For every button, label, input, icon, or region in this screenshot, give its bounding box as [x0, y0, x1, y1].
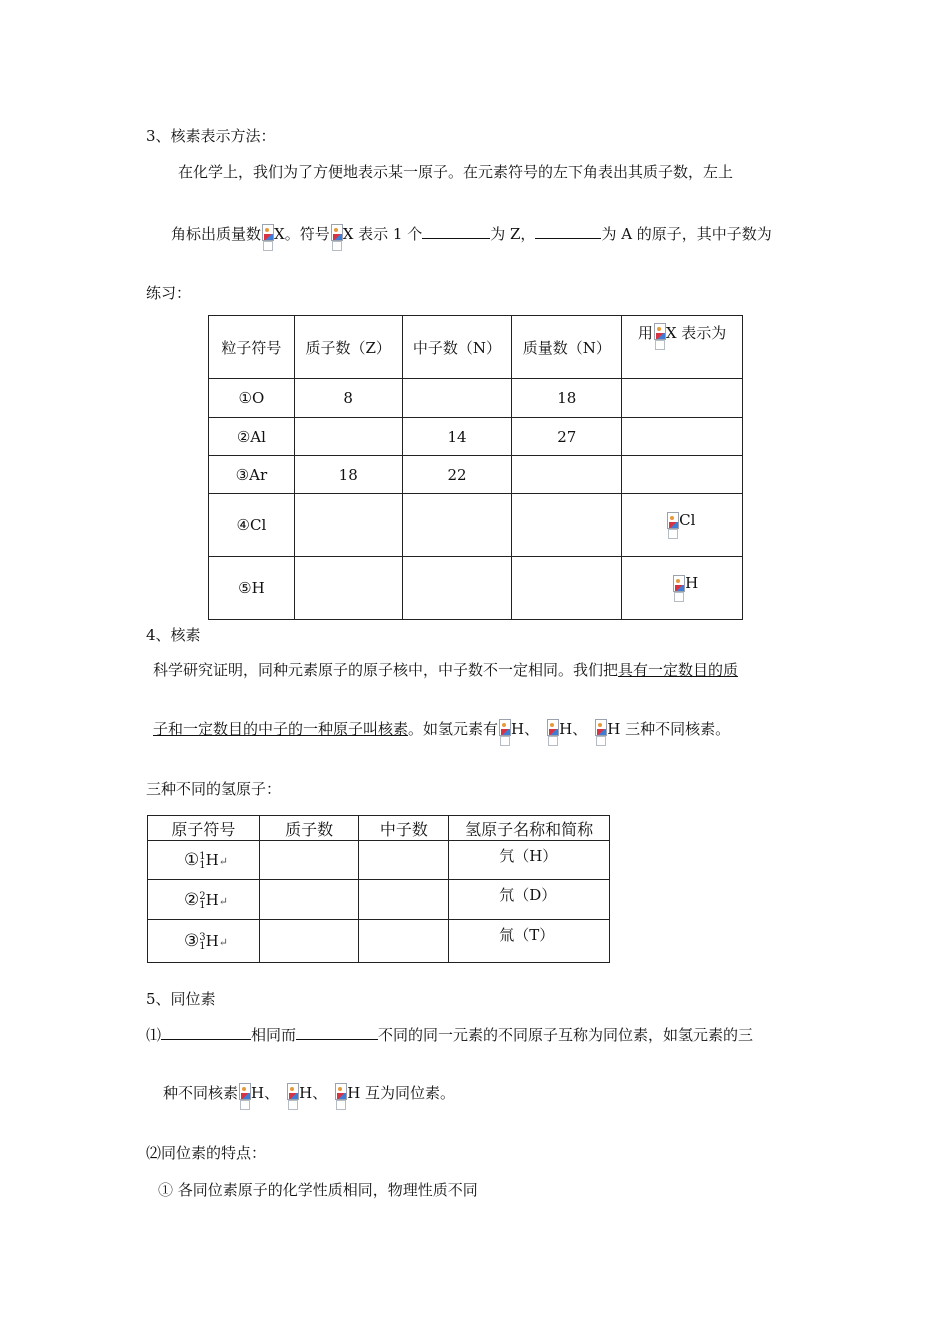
- protons-cell[interactable]: [294, 494, 402, 557]
- section5-point-1: ① 各同位素原子的化学性质相同，物理性质不同: [158, 1181, 478, 1199]
- isotope-name-cell: 氚（T）: [449, 920, 610, 963]
- broken-image-icon: [673, 575, 684, 602]
- protons-cell[interactable]: [259, 920, 359, 963]
- symbol-cell: ⑤H: [209, 557, 295, 620]
- neutrons-cell[interactable]: [359, 841, 449, 880]
- mass-cell[interactable]: 27: [512, 418, 622, 456]
- notation-cell[interactable]: [622, 379, 743, 418]
- broken-image-icon: [262, 224, 273, 251]
- mass-cell[interactable]: [512, 456, 622, 494]
- table-row: [148, 920, 610, 963]
- atom-symbol-cell: [148, 920, 260, 963]
- underlined-text: 具有一定数目的质: [618, 661, 739, 679]
- atom-symbol-cell: [148, 880, 260, 920]
- protons-cell[interactable]: 8: [294, 379, 402, 418]
- circle-number: ②: [184, 889, 200, 910]
- table-row: [209, 379, 743, 418]
- fill-blank[interactable]: [535, 224, 601, 239]
- notation-cell[interactable]: [622, 418, 743, 456]
- notation-text: Cl: [679, 510, 696, 529]
- mass-number: 2: [199, 890, 206, 902]
- section5-subheading: ⑵同位素的特点：: [146, 1144, 267, 1162]
- notation-text: H: [685, 573, 699, 592]
- text-segment: X。符号: [274, 225, 330, 243]
- broken-image-icon: [335, 1083, 346, 1110]
- mass-cell[interactable]: [512, 494, 622, 557]
- header-text: 用: [637, 324, 653, 342]
- header-cell: [512, 316, 622, 379]
- symbol-cell: ③Ar: [209, 456, 295, 494]
- text-segment: H 三种不同核素。: [607, 720, 731, 738]
- circle-number: ①: [184, 850, 200, 870]
- text-segment: ⑴: [146, 1026, 162, 1044]
- element-symbol: H: [205, 932, 219, 950]
- broken-image-icon: [667, 512, 678, 539]
- text-segment: 不同的同一元素的不同原子互称为同位素，如氢元素的三: [378, 1026, 754, 1044]
- header-cell: 中子数: [359, 816, 449, 841]
- circle-number: ③: [184, 931, 200, 951]
- neutrons-cell[interactable]: [359, 880, 449, 920]
- isotope-name-cell: 氘（D）: [449, 880, 610, 920]
- section4-paragraph-2: [153, 719, 730, 746]
- header-cell: [294, 316, 402, 379]
- section5-paragraph-1: [146, 1025, 753, 1045]
- neutrons-cell[interactable]: [402, 379, 512, 418]
- hydrogen-label: 三种不同的氢原子：: [146, 780, 282, 798]
- text-segment: H、: [559, 720, 588, 738]
- symbol-cell: ④Cl: [209, 494, 295, 557]
- section3-paragraph-1: 在化学上，我们为了方便地表示某一原子。在元素符号的左下角表出其质子数，左上: [178, 163, 734, 181]
- text-segment: 种不同核素: [163, 1084, 239, 1102]
- mass-cell[interactable]: 18: [512, 379, 622, 418]
- neutrons-cell[interactable]: [359, 920, 449, 963]
- table-row: [148, 841, 610, 880]
- table-row: [209, 494, 743, 557]
- broken-image-icon: [595, 719, 606, 746]
- atomic-number: 1: [199, 899, 206, 911]
- text-segment: 相同而: [251, 1026, 297, 1044]
- protons-cell[interactable]: 18: [294, 456, 402, 494]
- broken-image-icon: [547, 719, 558, 746]
- table-row: [209, 456, 743, 494]
- header-text: 质量数（N）: [522, 338, 611, 357]
- text-segment: H 互为同位素。: [347, 1084, 456, 1102]
- text-segment: 。如氢元素有: [408, 720, 499, 738]
- element-symbol: H: [205, 851, 219, 869]
- table-row: [148, 880, 610, 920]
- header-text: 中子数（N）: [412, 338, 502, 357]
- protons-cell[interactable]: [294, 418, 402, 456]
- table-header-row: [148, 816, 610, 841]
- protons-cell[interactable]: [259, 841, 359, 880]
- neutrons-cell[interactable]: [402, 557, 512, 620]
- mass-number: 3: [199, 932, 206, 943]
- fill-blank[interactable]: [422, 224, 490, 239]
- broken-image-icon: [331, 224, 342, 251]
- atomic-number: 1: [199, 860, 206, 871]
- return-mark: ↵: [218, 894, 228, 908]
- text-segment: 为 A 的原子，其中子数为: [601, 225, 772, 243]
- header-cell: 粒子符号: [209, 316, 295, 379]
- atomic-number: 1: [199, 941, 206, 952]
- atom-symbol-cell: [148, 841, 260, 880]
- symbol-cell: ②Al: [209, 418, 295, 456]
- isotope-name-cell: 氕（H）: [449, 841, 610, 880]
- header-text: 质子数（Z）: [305, 338, 391, 357]
- section4-paragraph-1: [153, 660, 738, 680]
- mass-number: 1: [199, 851, 206, 862]
- fill-blank[interactable]: [161, 1025, 251, 1040]
- element-symbol: H: [205, 890, 219, 909]
- header-cell: 质子数: [259, 816, 359, 841]
- header-text: X 表示为: [665, 324, 727, 342]
- symbol-cell: ①O: [209, 379, 295, 418]
- broken-image-icon: [287, 1083, 298, 1110]
- underlined-text: 子和一定数目的中子的一种原子叫核素: [153, 720, 409, 738]
- section3-heading: 3、核素表示方法：: [146, 127, 276, 145]
- section5-paragraph-2: [163, 1083, 455, 1110]
- practice-table: [208, 315, 743, 620]
- return-mark: ↵: [218, 936, 228, 949]
- protons-cell[interactable]: [259, 880, 359, 920]
- neutrons-cell[interactable]: 22: [402, 456, 512, 494]
- text-segment: 为 Z，: [490, 225, 536, 243]
- header-cell: 原子符号: [148, 816, 260, 841]
- text-segment: H、: [299, 1084, 328, 1102]
- section5-heading: 5、同位素: [146, 990, 216, 1008]
- text-segment: H、: [511, 720, 540, 738]
- fill-blank[interactable]: [296, 1025, 378, 1040]
- hydrogen-table: [147, 815, 610, 963]
- header-cell: 氢原子名称和简称: [449, 816, 610, 841]
- table-header-row: [209, 316, 743, 379]
- text-segment: 科学研究证明，同种元素原子的原子核中，中子数不一定相同。我们把: [153, 661, 619, 679]
- neutrons-cell[interactable]: [402, 494, 512, 557]
- broken-image-icon: [499, 719, 510, 746]
- section3-paragraph-2: [171, 224, 772, 251]
- header-cell: [622, 316, 743, 379]
- mass-cell[interactable]: [512, 557, 622, 620]
- notation-cell[interactable]: [622, 456, 743, 494]
- table-row: [209, 557, 743, 620]
- broken-image-icon: [239, 1083, 250, 1110]
- text-segment: 角标出质量数: [171, 225, 262, 243]
- practice-label: 练习：: [146, 284, 192, 302]
- notation-cell[interactable]: [622, 494, 743, 557]
- text-segment: H、: [251, 1084, 280, 1102]
- section4-heading: 4、核素: [146, 626, 201, 644]
- neutrons-cell[interactable]: 14: [402, 418, 512, 456]
- text-segment: X 表示 1 个: [342, 225, 423, 243]
- broken-image-icon: [654, 323, 665, 350]
- header-cell: [402, 316, 512, 379]
- protons-cell[interactable]: [294, 557, 402, 620]
- notation-cell[interactable]: [622, 557, 743, 620]
- table-row: [209, 418, 743, 456]
- return-mark: ↵: [218, 855, 228, 868]
